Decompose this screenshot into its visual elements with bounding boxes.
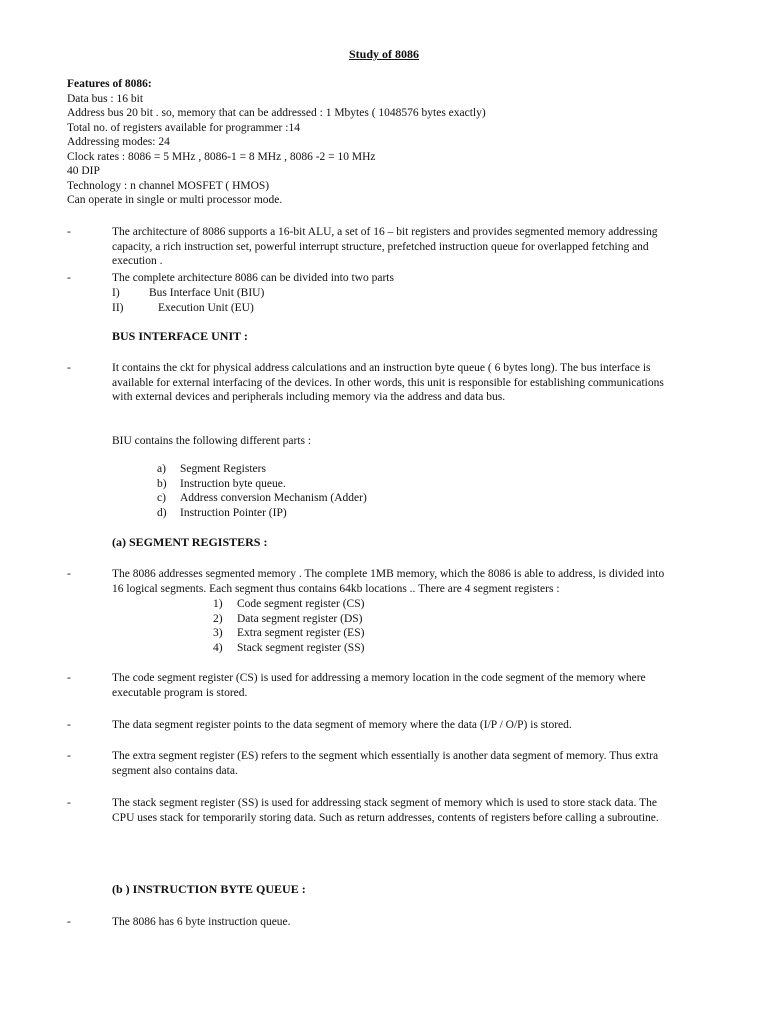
- list-label: Address conversion Mechanism (Adder): [180, 492, 367, 504]
- list-number: 4): [213, 641, 223, 654]
- feature-line: Can operate in single or multi processor mode.: [67, 194, 283, 206]
- list-item: [157, 462, 367, 477]
- paragraph-text: The architecture of 8086 supports a 16-bit ALU, a set of 16 – bit registers and provides segmented memory addressing capacity, a rich instruction set, powerful interrupt structure, prefetched instruction queue for overlapped fetching and execution .: [112, 226, 658, 267]
- paragraph-queue: [67, 915, 677, 930]
- list-item: [112, 286, 264, 301]
- feature-line: Address bus 20 bit . so, memory that can be addressed : 1 Mbytes ( 1048576 bytes exactly): [67, 107, 486, 119]
- feature-line: Technology : n channel MOSFET ( HMOS): [67, 179, 270, 192]
- biu-parts-list: [157, 462, 367, 520]
- feature-line: Addressing modes: 24: [67, 136, 170, 148]
- list-number: a): [157, 463, 166, 475]
- bullet-dash: -: [67, 916, 71, 928]
- list-number: d): [157, 506, 167, 519]
- feature-line: Total no. of registers available for programmer :14: [67, 121, 300, 134]
- list-label: Instruction Pointer (IP): [180, 506, 287, 519]
- bullet-dash: -: [67, 719, 71, 731]
- segment-registers-heading: (a) SEGMENT REGISTERS :: [112, 535, 268, 549]
- instruction-queue-heading: (b ) INSTRUCTION BYTE QUEUE :: [112, 882, 306, 896]
- paragraph-text: The complete architecture 8086 can be divided into two parts: [112, 272, 394, 284]
- bullet-dash: -: [67, 797, 71, 809]
- list-item: [213, 612, 364, 627]
- paragraph-text: The extra segment register (ES) refers to the segment which essentially is another data segment of memory. Thus extra segment also contains data.: [112, 750, 659, 777]
- bullet-dash: -: [67, 672, 71, 684]
- page-title: Study of 8086: [348, 47, 419, 61]
- list-label: Instruction byte queue.: [180, 477, 286, 490]
- list-item: [213, 641, 364, 656]
- list-label: Data segment register (DS): [237, 612, 363, 625]
- paragraph-architecture: [67, 225, 677, 269]
- list-label: Execution Unit (EU): [158, 301, 254, 314]
- bullet-dash: -: [67, 568, 71, 580]
- list-number: 3): [213, 627, 223, 639]
- paragraph-segment: [67, 567, 677, 596]
- bullet-dash: -: [67, 272, 71, 284]
- biu-parts-intro: BIU contains the following different parts :: [112, 435, 312, 447]
- paragraph-stack-segment: [67, 796, 677, 825]
- list-label: Bus Interface Unit (BIU): [149, 287, 265, 299]
- paragraph-text: The code segment register (CS) is used for addressing a memory location in the code segment of the memory where executable program is stored.: [112, 672, 646, 699]
- list-item: [213, 597, 364, 612]
- paragraph-biu: [67, 361, 677, 405]
- biu-heading: BUS INTERFACE UNIT :: [112, 329, 248, 343]
- parts-list: [112, 286, 264, 315]
- list-item: [157, 506, 367, 521]
- bullet-dash: -: [67, 226, 71, 238]
- features-section: [67, 77, 486, 208]
- list-number: I): [112, 287, 120, 299]
- paragraph-data-segment: [67, 718, 677, 733]
- paragraph-divided: [67, 271, 677, 286]
- feature-line: Data bus : 16 bit: [67, 92, 144, 105]
- list-label: Stack segment register (SS): [237, 641, 365, 654]
- feature-line: Clock rates : 8086 = 5 MHz , 8086-1 = 8 MHz , 8086 -2 = 10 MHz: [67, 150, 376, 163]
- list-number: c): [157, 492, 166, 504]
- paragraph-text: It contains the ckt for physical address calculations and an instruction byte queue ( 6 bytes long). The bus interface is available for external interfacing of the devices. In other words, this unit is responsible for establishing communications with external devices and peripherals including memory via the address and data bus.: [112, 362, 664, 403]
- list-item: [157, 491, 367, 506]
- bullet-dash: -: [67, 362, 71, 374]
- list-item: [157, 477, 367, 492]
- paragraph-text: The stack segment register (SS) is used for addressing stack segment of memory which is used to store stack data. The CPU uses stack for temporarily storing data. Such as return addresses, contents of registers before calling a subroutine.: [112, 797, 659, 824]
- segment-register-list: [213, 597, 364, 655]
- list-number: b): [157, 477, 167, 490]
- paragraph-text: The data segment register points to the data segment of memory where the data (I/P / O/P) is stored.: [112, 719, 572, 731]
- paragraph-text: The 8086 addresses segmented memory . The complete 1MB memory, which the 8086 is able to address, is divided into 16 logical segments. Each segment thus contains 64kb locations .. There are 4 segment registers :: [112, 568, 665, 595]
- list-label: Segment Registers: [180, 463, 266, 475]
- list-number: 2): [213, 612, 223, 625]
- paragraph-text: The 8086 has 6 byte instruction queue.: [112, 916, 291, 928]
- bullet-dash: -: [67, 750, 71, 762]
- list-number: 1): [213, 598, 223, 610]
- list-label: Code segment register (CS): [237, 598, 365, 610]
- paragraph-code-segment: [67, 671, 677, 700]
- feature-line: 40 DIP: [67, 165, 100, 177]
- list-item: [112, 301, 264, 316]
- features-heading: Features of 8086:: [67, 78, 152, 90]
- paragraph-extra-segment: [67, 749, 677, 778]
- list-label: Extra segment register (ES): [237, 627, 365, 639]
- list-item: [213, 626, 364, 641]
- list-number: II): [112, 301, 124, 314]
